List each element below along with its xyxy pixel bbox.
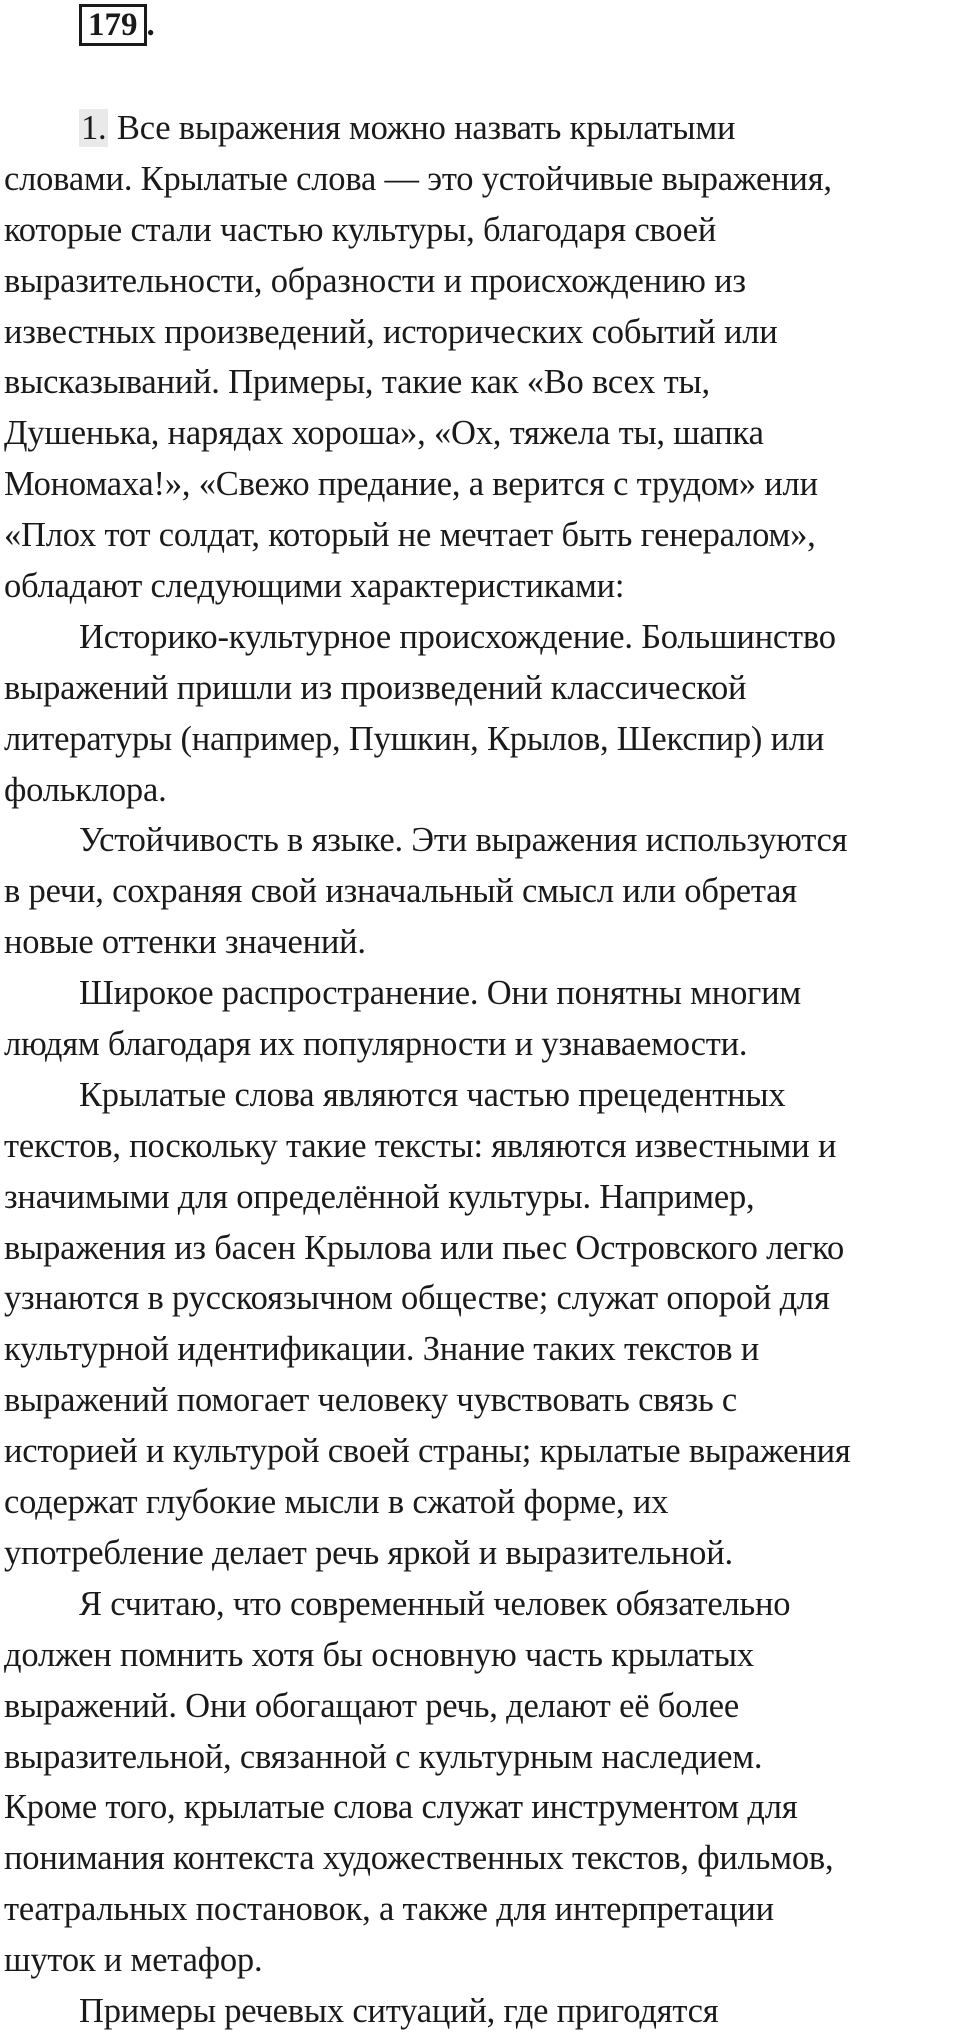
text-line: значимыми для определённой культуры. Например, — [4, 1177, 755, 1216]
task-number — [79, 4, 155, 46]
text-line: выражений помогает человеку чувствовать связь с — [4, 1381, 738, 1420]
text-line: людям благодаря их популярности и узнаваемости. — [4, 1025, 748, 1064]
text-line: употребление делает речь яркой и выразительной. — [4, 1533, 733, 1572]
text-line: Крылатые слова являются частью прецедентных — [79, 1075, 786, 1114]
text-line: обладают следующими характеристиками: — [4, 567, 625, 606]
text-line — [4, 103, 960, 154]
text-line: понимания контекста художественных текстов, фильмов, — [4, 1839, 834, 1878]
text-line: выражения из басен Крылова или пьес Островского легко — [4, 1228, 845, 1267]
text-line: которые стали частью культуры, благодаря своей — [4, 210, 717, 249]
text-line: Историко-культурное происхождение. Большинство — [79, 617, 836, 656]
task-number-box: 179 — [79, 4, 147, 46]
text-line: историей и культурой своей страны; крылатые выражения — [4, 1432, 851, 1471]
text-line: Я считаю, что современный человек обязательно — [79, 1584, 791, 1623]
text-line: культурной идентификации. Знание таких текстов и — [4, 1330, 759, 1369]
text-line: новые оттенки значений. — [4, 923, 366, 962]
text-line: Примеры речевых ситуаций, где пригодятся — [79, 1991, 719, 2030]
task-number-dot: . — [146, 7, 155, 43]
text-line: Душенька, нарядах хороша», «Ох, тяжела ты, шапка — [4, 414, 764, 453]
text-line: узнаются в русскоязычном обществе; служат опорой для — [4, 1279, 830, 1318]
text-line: Устойчивость в языке. Эти выражения используются — [79, 821, 848, 860]
text-line: выражений. Они обогащают речь, делают её более — [4, 1686, 739, 1725]
text-line: выразительной, связанной с культурным наследием. — [4, 1737, 763, 1776]
text-line: Мономаха!», «Свежо предание, а верится с трудом» или — [4, 465, 818, 504]
text-line: «Плох тот солдат, который не мечтает быть генералом», — [4, 516, 816, 555]
text-line: в речи, сохраняя свой изначальный смысл или обретая — [4, 872, 797, 911]
text-line: выразительности, образности и происхождению из — [4, 261, 746, 300]
text-line: Кроме того, крылатые слова служат инструментом для — [4, 1788, 798, 1827]
text-line: содержат глубокие мысли в сжатой форме, их — [4, 1483, 669, 1522]
text-line: Широкое распространение. Они понятны многим — [79, 974, 801, 1013]
text-line: фольклора. — [4, 770, 167, 809]
text-line: шуток и метафор. — [4, 1941, 263, 1980]
text-line: должен помнить хотя бы основную часть крылатых — [4, 1635, 754, 1674]
text-line: выражений пришли из произведений классической — [4, 668, 747, 707]
text-line: театральных постановок, а также для интерпретации — [4, 1890, 774, 1929]
item-number-label: 1. — [81, 109, 107, 147]
line-text: Все выражения можно назвать крылатыми — [108, 109, 736, 147]
text-line: литературы (например, Пушкин, Крылов, Шекспир) или — [4, 719, 825, 758]
text-line: известных произведений, исторических событий или — [4, 312, 778, 351]
text-line: высказываний. Примеры, такие как «Во всех ты, — [4, 363, 710, 402]
text-line: словами. Крылатые слова — это устойчивые выражения, — [4, 159, 832, 198]
answer-text — [4, 103, 960, 2037]
text-line: текстов, поскольку такие тексты: являются известными и — [4, 1126, 837, 1165]
